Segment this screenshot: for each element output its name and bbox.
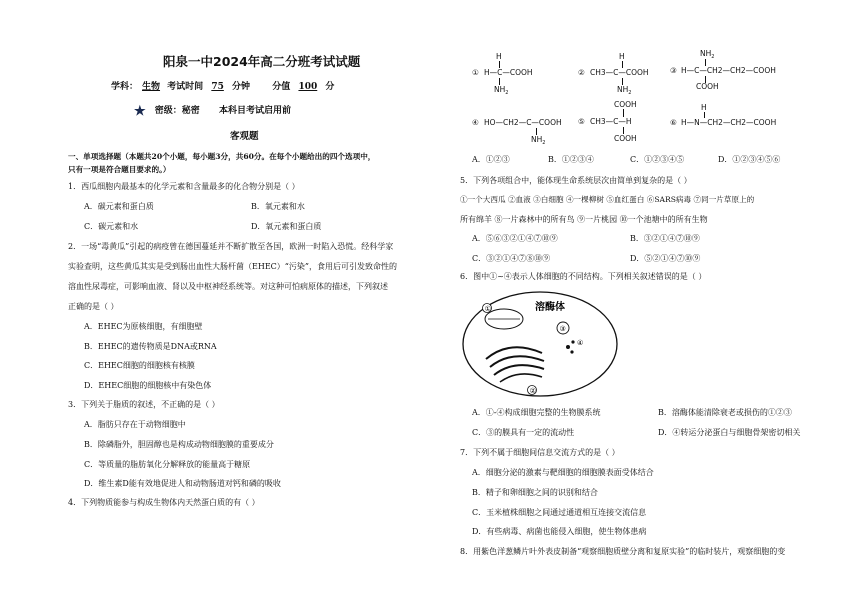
s3-main: H—C—CH2—CH2—COOH [681, 66, 776, 75]
exam-info-line [111, 82, 334, 93]
vesicle-dot [566, 345, 570, 349]
page-title: 阳泉一中2024年高二分班考试试题 [163, 54, 361, 69]
bond-line [705, 59, 706, 66]
time-unit: 分钟 [232, 82, 251, 92]
s6-top: H [701, 103, 707, 112]
bond-line [623, 109, 624, 117]
q5-option-c: C．③②①④⑦⑧⑩⑨ [472, 254, 551, 263]
s4-bottom: $NH_2$ [531, 135, 546, 146]
q6-stem: 6．图中①~④表示人体细胞的不同结构。下列相关叙述错误的是（ ） [460, 272, 707, 281]
amino-structure-5 [578, 100, 668, 146]
q5-items-line2: 所有绵羊 ⑧一片森林中的所有鸟 ⑨一片桃园 ⑩一个池塘中的所有生物 [460, 215, 708, 224]
bond-line [623, 127, 624, 134]
q2-option-a: A．EHEC为原核细胞，有细胞壁 [84, 322, 203, 331]
q2-option-d: D．EHEC细胞的细胞核中有染色体 [84, 381, 212, 390]
q3-option-b: B．除磷脂外，胆固醇也是构成动物细胞膜的重要成分 [84, 440, 274, 449]
s1-bottom: $NH_2$ [494, 85, 509, 96]
q7-option-b: B．精子和卵细胞之间的识别和结合 [472, 488, 598, 497]
q7-option-a: A．细胞分泌的激素与靶细胞的细胞膜表面受体结合 [472, 468, 654, 477]
s5-main: CH3—C—H [590, 117, 632, 126]
q2-stem-line1: 2．一场“毒黄瓜”引起的病疫曾在德国蔓延并不断扩散至各国，欧洲一时陷入恐慌。经科学家 [68, 242, 394, 251]
star-icon: ★ [134, 104, 146, 119]
q5-items-line1: ①一个大西瓜 ②血液 ③白细胞 ④一棵柳树 ⑤血红蛋白 ⑥SARS病毒 ⑦同一片草原上的 [460, 195, 755, 204]
s6-num: ⑥ [670, 118, 677, 127]
vesicle-dot [570, 350, 573, 353]
q4-stem: 4．下列物质能参与构成生物体内天然蛋白质的有（ ） [68, 498, 260, 507]
q4-option-b: B．①②③④ [548, 155, 594, 164]
score-value: 100 [298, 82, 318, 92]
q6-option-d: D．④转运分泌蛋白与细胞骨架密切相关 [658, 428, 801, 437]
q4-option-c: C．①②③④⑤ [630, 155, 685, 164]
amino-structure-4 [472, 103, 582, 146]
s2-num: ② [578, 68, 585, 77]
bond-line [499, 61, 500, 68]
subject-label: 学科： [111, 82, 139, 92]
q1-option-d: D．氧元素和蛋白质 [251, 222, 322, 231]
q7-stem: 7．下列不属于细胞间信息交流方式的是（ ） [460, 448, 620, 457]
subject-value: 生物 [142, 82, 161, 92]
label-2: ② [529, 387, 536, 395]
q1-option-b: B．氧元素和水 [251, 202, 305, 211]
q5-option-d: D．⑤②①④⑦⑩⑨ [630, 254, 701, 263]
q3-option-d: D．维生素D能有效地促进人和动物肠道对钙和磷的吸收 [84, 479, 281, 488]
s4-main: HO—CH2—C—COOH [484, 118, 562, 127]
q6-option-c: C．③的膜具有一定的流动性 [472, 428, 575, 437]
time-value: 75 [211, 82, 224, 92]
q7-option-c: C．玉米植株细胞之间通过通道相互连接交流信息 [472, 508, 647, 517]
secret-level: 密级：秘密 [154, 106, 200, 116]
q3-option-c: C．等质量的脂肪氧化分解释放的能量高于糖原 [84, 460, 251, 469]
q2-option-c: C．EHEC细胞的细胞核有核膜 [84, 361, 195, 370]
bond-line [536, 128, 537, 135]
q8-stem: 8．用紫色洋葱鳞片叶外表皮制备“观察细胞质壁分离和复原实验”的临时装片，观察细胞的变 [460, 547, 786, 556]
s3-num: ③ [670, 66, 677, 75]
golgi-arc [500, 374, 542, 382]
label-1: ① [484, 305, 491, 313]
q1-option-a: A．碳元素和蛋白质 [84, 202, 154, 211]
bond-line [622, 78, 623, 85]
s5-num: ⑤ [578, 117, 585, 126]
bond-line [499, 78, 500, 85]
s5-top: COOH [614, 100, 637, 109]
s1-num: ① [472, 68, 479, 77]
section-title: 客观题 [230, 131, 259, 142]
q1-stem: 1．西瓜细胞内最基本的化学元素和含量最多的化合物分别是（ ） [68, 182, 300, 191]
s3-bottom: COOH [696, 82, 719, 91]
s6-main: H—N—CH2—CH2—COOH [681, 118, 777, 127]
q4-option-d: D．①②③④⑤⑥ [718, 155, 781, 164]
section1-intro-cont: 只有一项是符合题目要求的。） [68, 165, 171, 174]
q6-option-a: A．①-④构成细胞完整的生物膜系统 [472, 408, 601, 417]
s2-bottom: $NH_2$ [617, 85, 632, 96]
s4-num: ④ [472, 118, 479, 127]
s2-top: H [619, 52, 625, 61]
q2-stem-line3: 溶血性尿毒症，可影响血液、肾以及中枢神经系统等。对这种可怕病原体的描述，下列叙述 [68, 282, 388, 291]
label-4: ④ [577, 339, 584, 347]
amino-structure-2 [578, 52, 678, 98]
section1-intro: 一、单项选择题（本题共20个小题，每小题3分，共60分。在每个小题给出的四个选项中， [68, 152, 376, 161]
s1-top: H [496, 52, 502, 61]
q5-stem: 5．下列各项组合中，能体现生命系统层次由简单到复杂的是（ ） [460, 176, 692, 185]
q2-stem-line2: 实验查明，这些黄瓜其实是受到肠出血性大肠杆菌（EHEC）“污染”，食用后可引发致命性的 [68, 262, 397, 271]
q6-option-b: B．溶酶体能清除衰老或损伤的①②③ [658, 408, 792, 417]
secret-line [134, 104, 291, 120]
s2-main: CH3—C—COOH [590, 68, 649, 77]
score-unit: 分 [325, 82, 335, 92]
lysosome-label: 溶酶体 [535, 302, 565, 313]
amino-structure-6 [670, 103, 815, 143]
time-label: 考试时间 [167, 82, 204, 92]
s3-top: $NH_2$ [700, 49, 715, 60]
q5-option-a: A．⑤⑥③②①④⑦⑩⑨ [472, 234, 558, 243]
usage-note: 本科目考试启用前 [218, 106, 291, 116]
s1-main: H—C—COOH [484, 68, 533, 77]
q4-option-a: A．①②③ [472, 155, 510, 164]
amino-structure-1 [472, 52, 567, 98]
label-3: ③ [559, 325, 566, 333]
score-label: 分值 [272, 82, 291, 92]
q2-option-b: B．EHEC的遗传物质是DNA或RNA [84, 342, 217, 351]
bond-line [622, 61, 623, 68]
s5-bottom: COOH [614, 134, 637, 143]
q1-option-c: C．碳元素和水 [84, 222, 139, 231]
q3-stem: 3．下列关于脂质的叙述，不正确的是（ ） [68, 400, 220, 409]
q3-option-a: A．脂肪只存在于动物细胞中 [84, 420, 186, 429]
q5-option-b: B．③②①④⑦⑩⑨ [630, 234, 700, 243]
q7-option-d: D．有些病毒、病菌也能侵入细胞，使生物体患病 [472, 527, 647, 536]
q2-stem-line4: 正确的是（ ） [68, 302, 119, 311]
cell-structure-figure [460, 289, 620, 401]
amino-structure-3 [670, 49, 815, 95]
vesicle-dot [571, 340, 574, 343]
